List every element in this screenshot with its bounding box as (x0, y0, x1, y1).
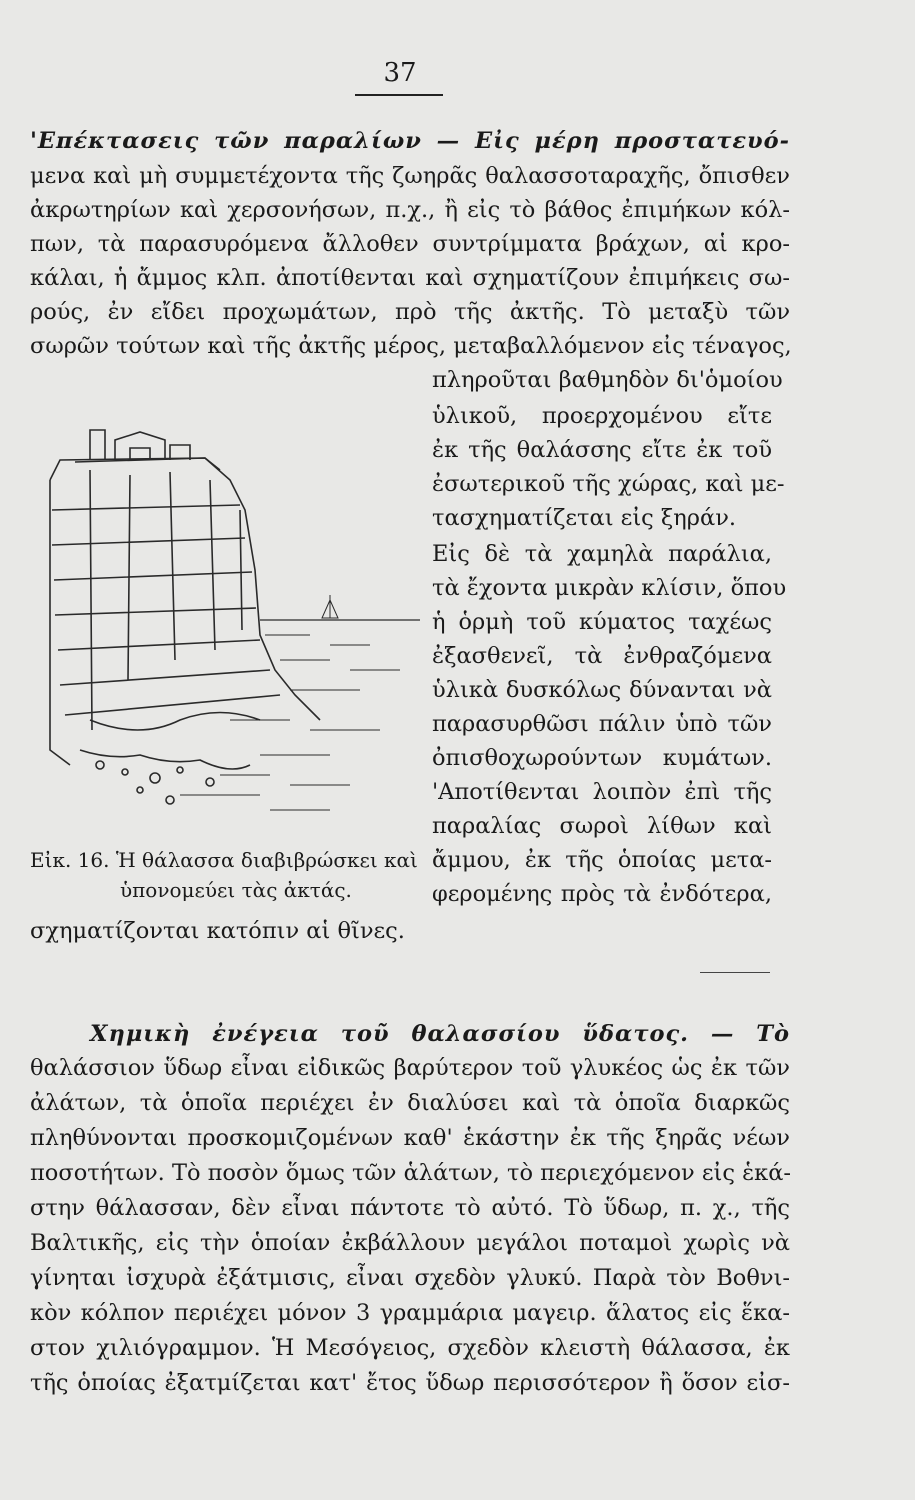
paragraph-line: μενα καὶ μὴ συμμετέχοντα τῆς ζωηρᾶς θαλασσοταραχῆς, ὄπισθεν (30, 163, 790, 189)
paragraph-line: πληθύνονται προσκομιζομένων καθ' ἑκάστην ἐκ τῆς ξηρᾶς νέων (30, 1125, 790, 1151)
side-text-line: τασχηματίζεται εἰς ξηράν. (432, 505, 737, 531)
side-text-line: ὑλικοῦ, προερχομένου εἴτε (432, 403, 772, 429)
section-divider (700, 972, 770, 973)
paragraph-line: Βαλτικῆς, εἰς τὴν ὁποίαν ἐκβάλλουν μεγάλοι ποταμοὶ χωρὶς νὰ (30, 1230, 790, 1256)
paragraph-line: ποσοτήτων. Τὸ ποσὸν ὅμως τῶν ἁλάτων, τὸ περιεχόμενον εἰς ἑκά- (30, 1160, 792, 1186)
cliff-figure (30, 420, 425, 840)
side-text-line: ἡ ὁρμὴ τοῦ κύματος ταχέως (432, 609, 772, 635)
side-text-line: ὑλικὰ δυσκόλως δύνανται νὰ (432, 677, 772, 703)
paragraph-line: σχηματίζονται κατόπιν αἱ θῖνες. (30, 918, 405, 944)
paragraph-line: σωρῶν τούτων καὶ τῆς ἀκτῆς μέρος, μεταβαλλόμενον εἰς τέναγος, (30, 333, 792, 359)
side-text-line: ἐσωτερικοῦ τῆς χώρας, καὶ με- (432, 471, 785, 497)
paragraph-line: 'Επέκτασεις τῶν παραλίων — Εἰς μέρη προστατευό- (30, 128, 790, 154)
side-text-line: Εἰς δὲ τὰ χαμηλὰ παράλια, (432, 541, 772, 567)
paragraph-line: ρούς, ἐν εἴδει προχωμάτων, πρὸ τῆς ἀκτῆς. Τὸ μεταξὺ τῶν (30, 299, 790, 325)
side-text-line: φερομένης πρὸς τὰ ἐνδότερα, (432, 881, 772, 907)
side-text-line: παραλίας σωροὶ λίθων καὶ (432, 813, 772, 839)
paragraph-line: στον χιλιόγραμμον. Ἡ Μεσόγειος, σχεδὸν κλειστὴ θάλασσα, ἐκ (30, 1335, 790, 1361)
paragraph-line: στην θάλασσαν, δὲν εἶναι πάντοτε τὸ αὐτό. Τὸ ὕδωρ, π. χ., τῆς (30, 1195, 790, 1221)
paragraph-line: πληροῦται βαθμηδὸν δι'ὁμοίου (432, 367, 783, 393)
paragraph-line: γίνηται ἰσχυρὰ ἐξάτμισις, εἶναι σχεδὸν γλυκύ. Παρὰ τὸν Βοθνι- (30, 1265, 790, 1291)
side-text-line: ἄμμου, ἐκ τῆς ὁποίας μετα- (432, 847, 772, 873)
side-text-line: παρασυρθῶσι πάλιν ὑπὸ τῶν (432, 711, 772, 737)
side-text-line: ὀπισθοχωρούντων κυμάτων. (432, 745, 772, 771)
paragraph-line: κάλαι, ἡ ἄμμος κλπ. ἀποτίθενται καὶ σχηματίζουν ἐπιμήκεις σω- (30, 265, 790, 291)
paragraph-line: πων, τὰ παρασυρόμενα ἄλλοθεν συντρίμματα βράχων, αἱ κρο- (30, 231, 790, 257)
paragraph-line: ἀκρωτηρίων καὶ χερσονήσων, π.χ., ἢ εἰς τὸ βάθος ἐπιμήκων κόλ- (30, 197, 790, 223)
figure-caption: Εἰκ. 16. Ἡ θάλασσα διαβιβρώσκει καὶ (30, 848, 418, 872)
side-text-line: ἐξασθενεῖ, τὰ ἐνθραζόμενα (432, 643, 772, 669)
side-text-line: ἐκ τῆς θαλάσσης εἴτε ἐκ τοῦ (432, 437, 772, 463)
side-text-line: τὰ ἔχοντα μικρὰν κλίσιν, ὅπου (432, 575, 787, 601)
paragraph-line: κὸν κόλπον περιέχει μόνον 3 γραμμάρια μαγειρ. ἅλατος εἰς ἕκα- (30, 1300, 790, 1326)
section-heading-line: Χημικὴ ἐνέγεια τοῦ θαλασσίου ὕδατος. — Τὸ (90, 1021, 790, 1047)
paragraph-line: τῆς ὁποίας ἐξατμίζεται κατ' ἔτος ὕδωρ περισσότερον ἢ ὅσον εἰσ- (30, 1370, 790, 1396)
figure-caption: ὑπονομεύει τὰς ἀκτάς. (120, 878, 352, 902)
paragraph-line: θαλάσσιον ὕδωρ εἶναι εἰδικῶς βαρύτερον τοῦ γλυκέος ὡς ἐκ τῶν (30, 1055, 790, 1081)
page-number-rule (355, 94, 443, 96)
paragraph-line: ἀλάτων, τὰ ὁποῖα περιέχει ἐν διαλύσει καὶ τὰ ὁποῖα διαρκῶς (30, 1090, 790, 1116)
page-number: 37 (383, 58, 417, 88)
side-text-line: 'Αποτίθενται λοιπὸν ἐπὶ τῆς (432, 779, 772, 805)
